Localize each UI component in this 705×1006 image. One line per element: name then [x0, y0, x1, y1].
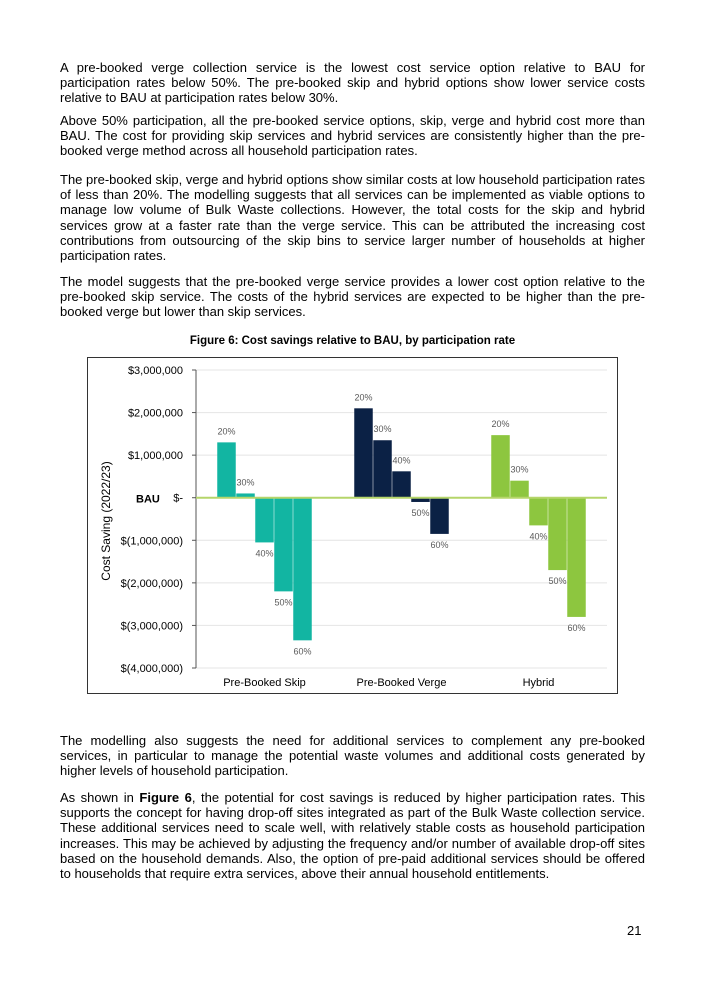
data-label: 60% — [430, 539, 449, 550]
bau-label: BAU — [136, 493, 160, 506]
labels — [99, 365, 586, 689]
paragraph-6-before: As shown in — [60, 790, 140, 805]
y-tick-label: $(1,000,000) — [120, 535, 183, 548]
paragraph-3 — [60, 172, 645, 263]
data-label: 30% — [510, 464, 529, 475]
x-category-label: Pre-Booked Verge — [356, 677, 447, 689]
data-label: 40% — [529, 531, 548, 542]
figure-caption: Figure 6: Cost savings relative to BAU, by participation rate — [189, 335, 516, 347]
bar — [373, 440, 392, 497]
paragraph-6-after: , the potential for cost savings is reduced by higher participation rates. This supports the concept for having drop-off sites integrated as part of the Bulk Waste collection service. These additional services need to scale well, with relatively stable costs as household participation increases. This may be achieved by adjusting the frequency and/or number of available drop-off sites based on the household demands. Also, the option of pre-paid additional services should be offered to households that require extra services, above their annual household entitlements. — [60, 790, 646, 882]
page-number: 21 — [627, 923, 642, 938]
bar — [354, 408, 373, 497]
y-tick-label: $(2,000,000) — [120, 577, 183, 590]
paragraph-3-text: The pre-booked skip, verge and hybrid options show similar costs at low household participation rates of less than 20%. The modelling suggests that all services can be implemented as viable options to manage low volume of Bulk Waste collections. However, the total costs for the skip and hybrid services grow at a faster rate than the verge service. This can be attributed the increasing cost contributions from outsourcing of the skip bins to service larger number of households at higher participation rates. — [60, 172, 645, 264]
paragraph-6 — [60, 790, 645, 881]
bars — [217, 408, 586, 640]
chart-frame — [87, 357, 618, 694]
bar — [274, 498, 293, 592]
data-label: 50% — [548, 576, 567, 587]
y-tick-label: $(3,000,000) — [120, 620, 183, 633]
bar — [255, 498, 274, 543]
data-label: 60% — [293, 646, 312, 657]
data-label: 20% — [354, 392, 373, 403]
bar — [293, 498, 312, 641]
y-tick-label: $1,000,000 — [127, 450, 183, 463]
figure-6-reference: Figure 6 — [139, 790, 192, 805]
paragraph-5-text: The modelling also suggests the need for additional services to complement any pre-booked services, in particular to manage the potential waste volumes and additional costs generated by higher levels of household participation. — [60, 733, 645, 779]
paragraph-1 — [60, 60, 645, 106]
x-category-label: Pre-Booked Skip — [223, 677, 306, 689]
x-category-label: Hybrid — [522, 677, 555, 689]
cost-savings-chart — [88, 358, 617, 693]
bar — [430, 498, 449, 534]
y-tick-label: $- — [173, 492, 183, 505]
data-label: 20% — [217, 426, 236, 437]
bar — [392, 471, 411, 497]
paragraph-2-text: Above 50% participation, all the pre-booked service options, skip, verge and hybrid cost more than BAU. The cost for providing skip services and hybrid services are consistently higher than the pre-booked verge method across all household participation rates. — [60, 113, 645, 159]
paragraph-5 — [60, 733, 645, 779]
bar — [217, 442, 236, 497]
y-tick-label: $2,000,000 — [127, 407, 183, 420]
paragraph-4-text: The model suggests that the pre-booked verge service provides a lower cost option relative to the pre-booked skip service. The costs of the hybrid services are expected to be higher than the pre-booked verge but lower than skip services. — [60, 274, 645, 320]
bar — [548, 498, 567, 570]
bar — [510, 481, 529, 498]
paragraph-2 — [60, 113, 645, 159]
y-axis-title: Cost Saving (2022/23) — [99, 461, 113, 581]
paragraph-6-text — [60, 790, 645, 881]
paragraph-4 — [60, 274, 645, 320]
paragraph-1-text: A pre-booked verge collection service is the lowest cost service option relative to BAU for participation rates below 50%. The pre-booked skip and hybrid options show lower service costs relative to BAU at participation rates below 30%. — [60, 60, 645, 106]
y-tick-label: $(4,000,000) — [120, 663, 183, 675]
y-tick-label: $3,000,000 — [127, 365, 183, 377]
bar — [491, 435, 510, 498]
data-label: 30% — [236, 477, 255, 488]
data-label: 30% — [373, 424, 392, 435]
data-label: 40% — [392, 455, 411, 466]
data-label: 60% — [567, 622, 586, 633]
bar — [567, 498, 586, 617]
data-label: 20% — [491, 419, 510, 430]
data-label: 50% — [274, 597, 293, 608]
bar — [529, 498, 548, 526]
data-label: 50% — [411, 507, 430, 518]
data-label: 40% — [255, 548, 274, 559]
